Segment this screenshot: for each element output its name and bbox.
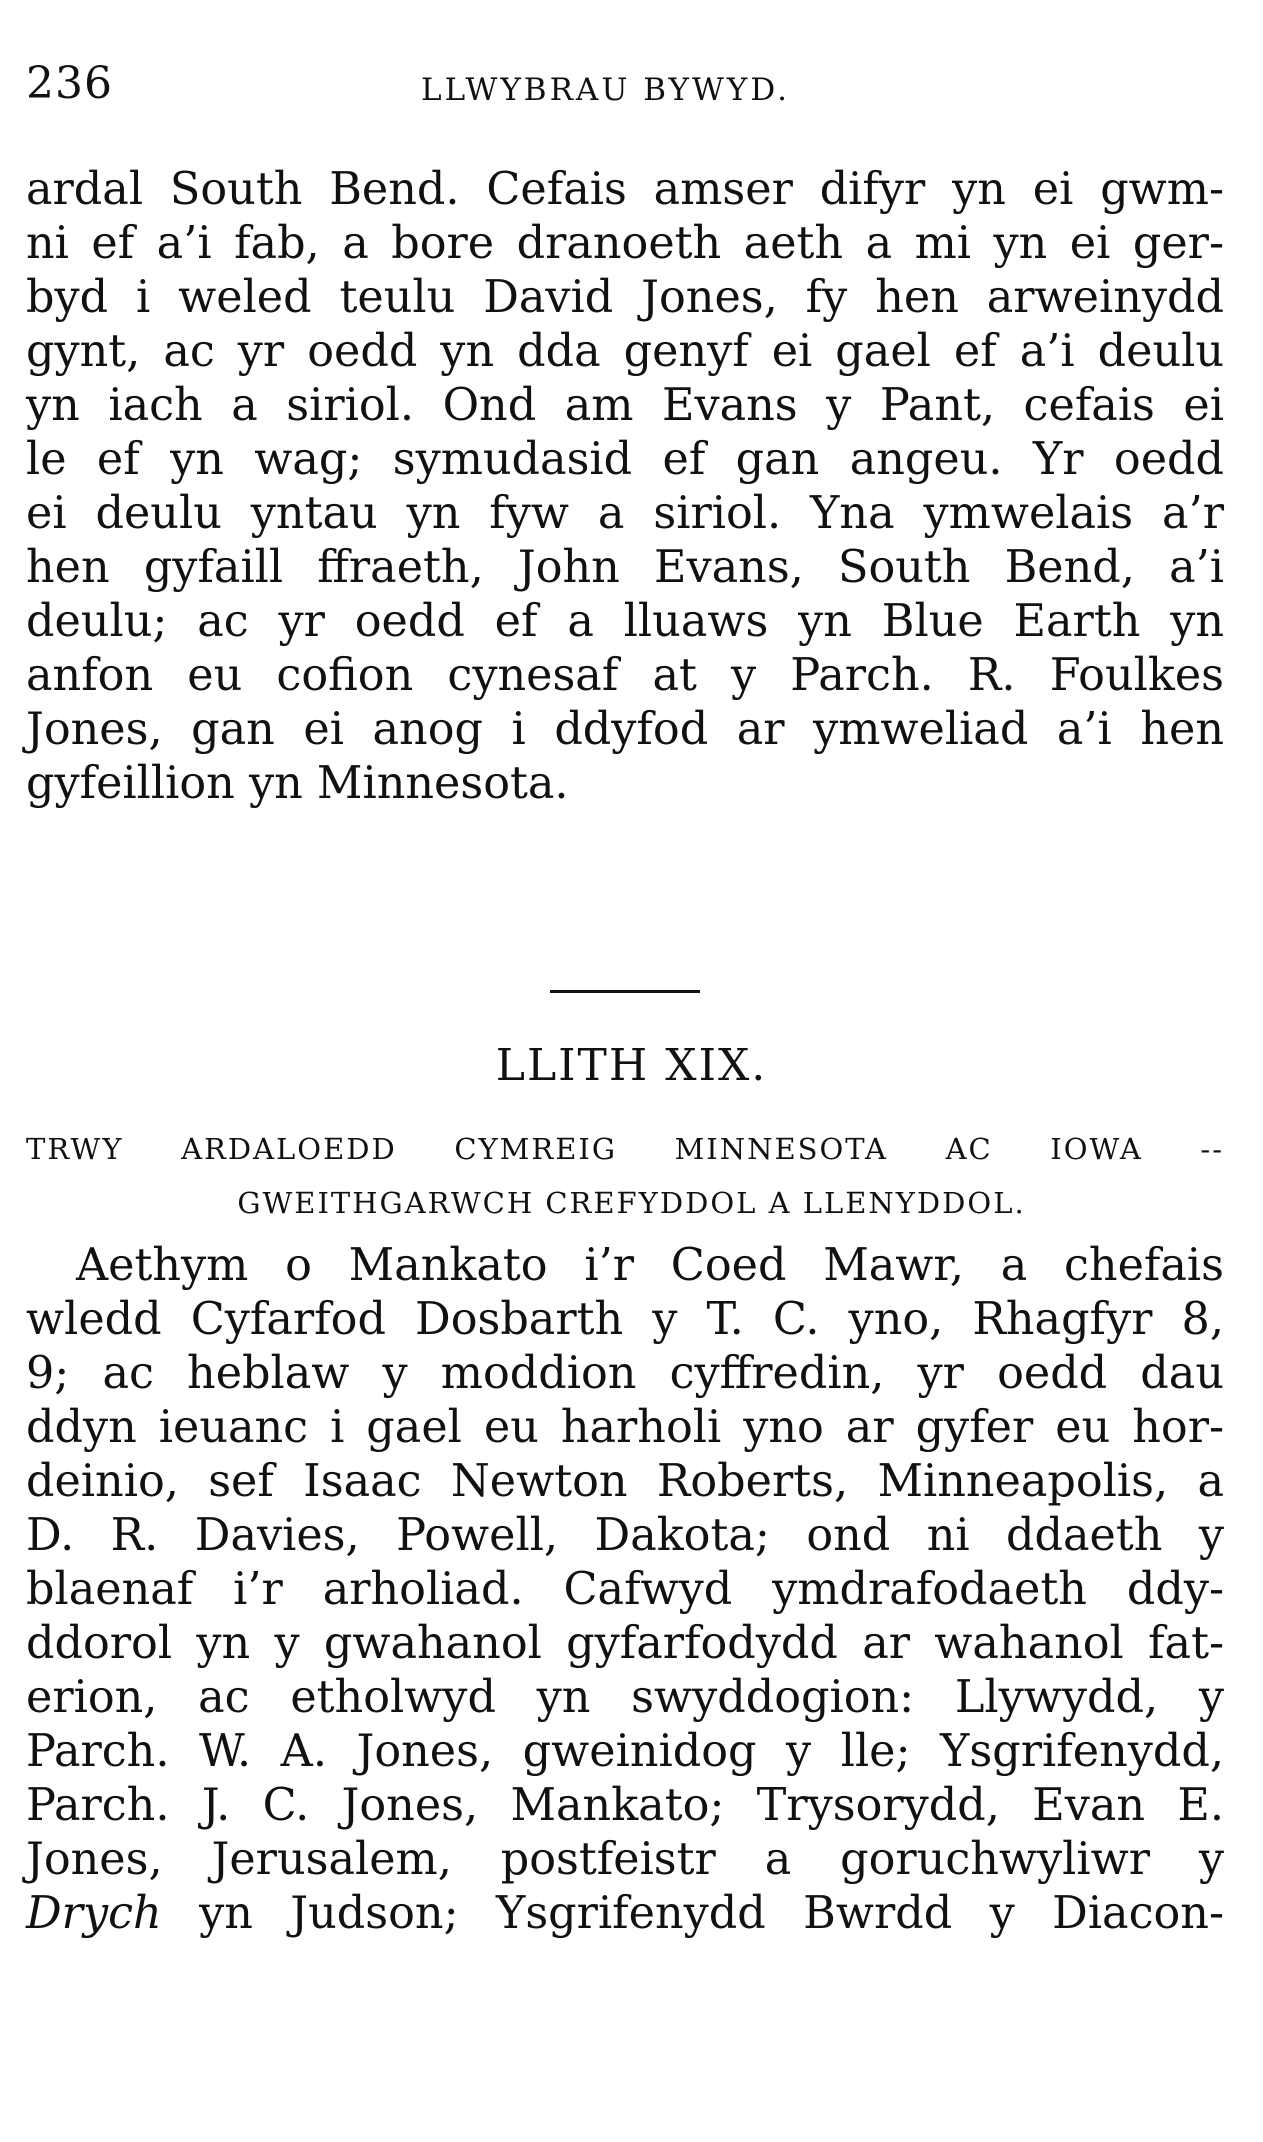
text-line: wledd Cyfarfod Dosbarth y T. C. yno, Rhagfyr 8,	[26, 1294, 1224, 1345]
text-line: anfon eu cofion cynesaf at y Parch. R. Foulkes	[26, 650, 1224, 701]
page-header	[26, 58, 1226, 118]
chapter-subtitle-line-1: TRWY ARDALOEDD CYMREIG MINNESOTA AC IOWA --	[26, 1132, 1224, 1166]
text-line: ni ef a’i fab, a bore dranoeth aeth a mi yn ei ger-	[26, 218, 1224, 269]
text-line: ei deulu yntau yn fyw a siriol. Yna ymwelais a’r	[26, 488, 1224, 539]
newspaper-title: Drych	[26, 1888, 162, 1939]
text-line: blaenaf i’r arholiad. Cafwyd ymdrafodaeth ddy-	[26, 1564, 1224, 1615]
text-line: ddorol yn y gwahanol gyfarfodydd ar wahanol fat-	[26, 1618, 1224, 1669]
text-line: Parch. W. A. Jones, gweinidog y lle; Ysgrifenydd,	[26, 1726, 1224, 1777]
text-line-remainder: yn Judson; Ysgrifenydd Bwrdd y Diacon-	[161, 1888, 1224, 1939]
section-divider	[550, 990, 700, 993]
text-line: byd i weled teulu David Jones, fy hen arweinydd	[26, 272, 1224, 323]
text-line: yn iach a siriol. Ond am Evans y Pant, cefais ei	[26, 380, 1224, 431]
text-line: Aethym o Mankato i’r Coed Mawr, a chefais	[76, 1240, 1224, 1291]
text-line: Parch. J. C. Jones, Mankato; Trysorydd, Evan E.	[26, 1780, 1224, 1831]
text-line: Jones, Jerusalem, postfeistr a goruchwyliwr y	[26, 1834, 1224, 1885]
text-line: le ef yn wag; symudasid ef gan angeu. Yr oedd	[26, 434, 1224, 485]
text-line: hen gyfaill ffraeth, John Evans, South Bend, a’i	[26, 542, 1224, 593]
chapter-title: LLITH XIX.	[495, 1040, 768, 1091]
text-line: ddyn ieuanc i gael eu harholi yno ar gyfer eu hor-	[26, 1402, 1224, 1453]
text-line: deinio, sef Isaac Newton Roberts, Minneapolis, a	[26, 1456, 1224, 1507]
text-line: deulu; ac yr oedd ef a lluaws yn Blue Earth yn	[26, 596, 1224, 647]
text-line-last	[26, 1888, 1224, 1939]
text-line: Jones, gan ei anog i ddyfod ar ymweliad a’i hen	[26, 704, 1224, 755]
text-line: ardal South Bend. Cefais amser difyr yn ei gwm-	[26, 164, 1224, 215]
page-number: 236	[26, 58, 113, 109]
text-line: erion, ac etholwyd yn swyddogion: Llywydd, y	[26, 1672, 1224, 1723]
text-line: gyfeillion yn Minnesota.	[26, 758, 569, 809]
running-title: LLWYBRAU BYWYD.	[421, 72, 790, 108]
text-line: D. R. Davies, Powell, Dakota; ond ni ddaeth y	[26, 1510, 1224, 1561]
text-line: 9; ac heblaw y moddion cyffredin, yr oedd dau	[26, 1348, 1224, 1399]
text-line: gynt, ac yr oedd yn dda genyf ei gael ef a’i deulu	[26, 326, 1224, 377]
chapter-subtitle-line-2: GWEITHGARWCH CREFYDDOL A LLENYDDOL.	[237, 1186, 1026, 1220]
